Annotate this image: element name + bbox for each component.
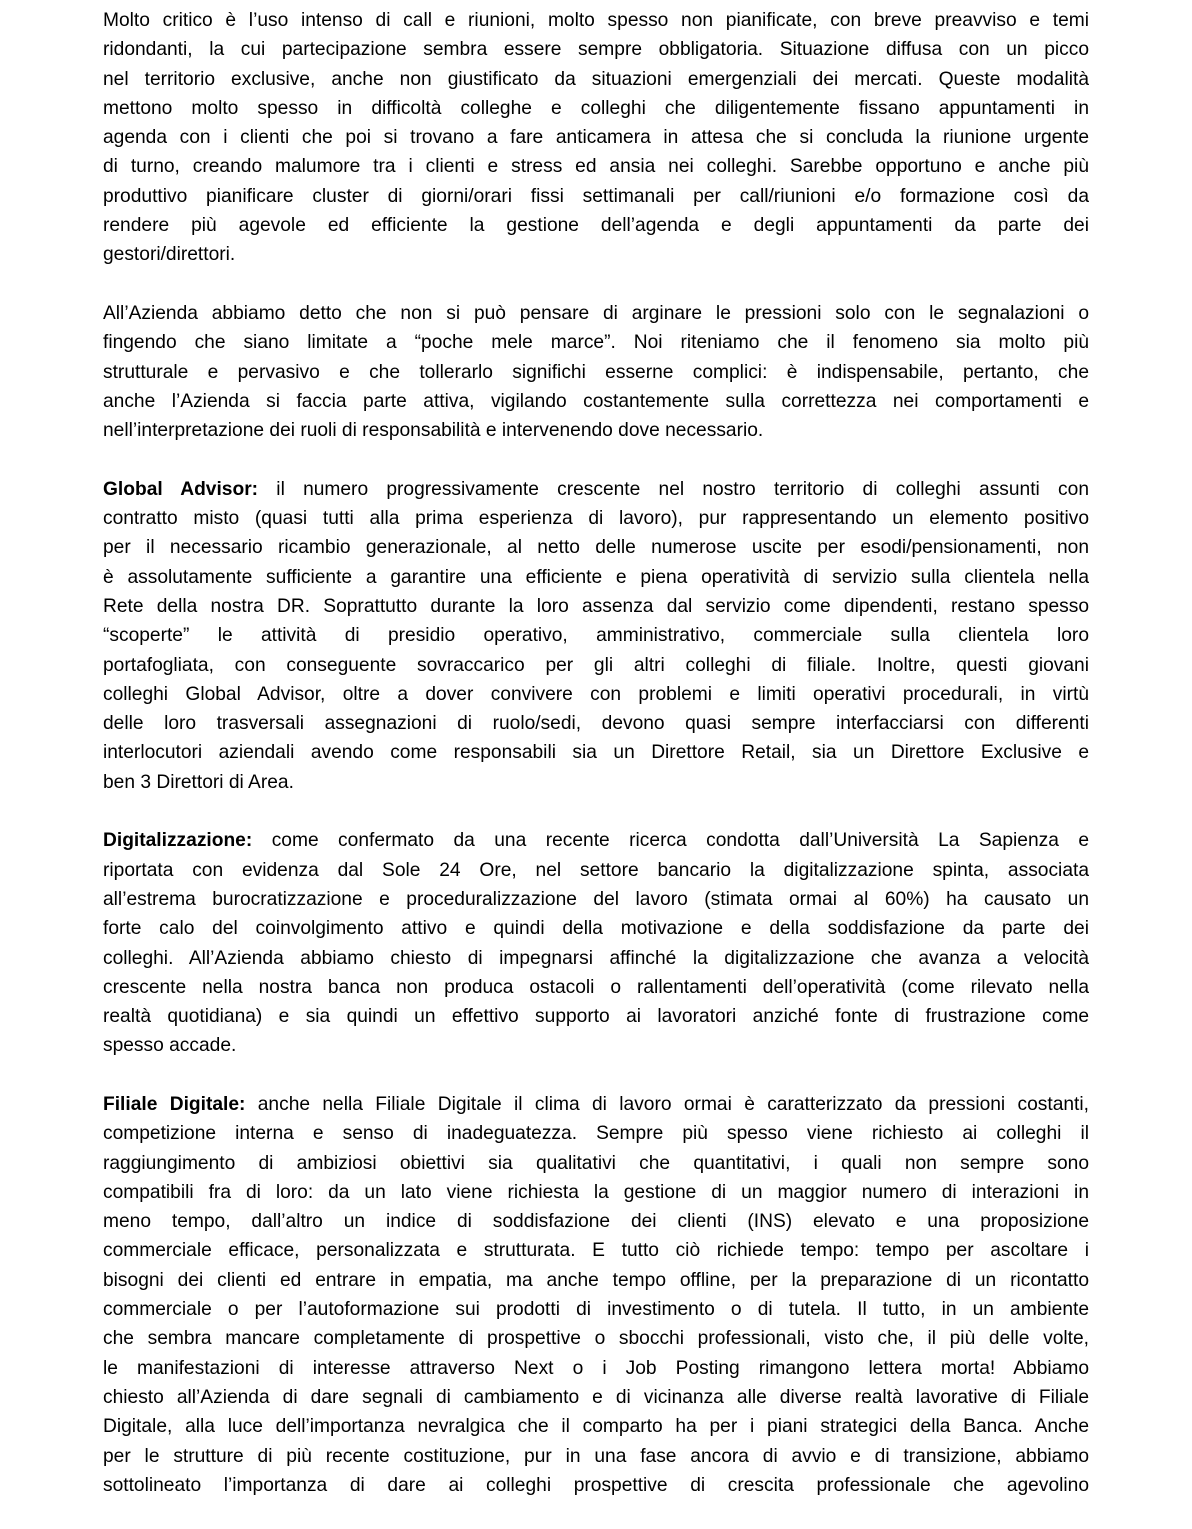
text-line: Digitale, alla luce dell’importanza nevralgica che il comparto ha per i piani strategici della Banca. Anche — [103, 1416, 1089, 1438]
text-line: riportata con evidenza dal Sole 24 Ore, nel settore bancario la digitalizzazione spinta, associata — [103, 859, 1089, 881]
text-line: nel territorio exclusive, anche non giustificato da situazioni emergenziali dei mercati. Queste modalità — [103, 68, 1089, 90]
text-line: colleghi. All’Azienda abbiamo chiesto di impegnarsi affinché la digitalizzazione che avanza a velocità — [103, 947, 1089, 969]
text-line: meno tempo, dall’altro un indice di soddisfazione dei clienti (INS) elevato e una proposizione — [103, 1211, 1089, 1233]
text-line: per le strutture di più recente costituzione, pur in una fase ancora di avvio e di transizione, abbiamo — [103, 1445, 1089, 1467]
text-line: all’estrema burocratizzazione e proceduralizzazione del lavoro (stimata ormai al 60%) ha causato un — [103, 888, 1089, 910]
text-line: forte calo del coinvolgimento attivo e quindi della motivazione e della soddisfazione da parte dei — [103, 918, 1089, 940]
section-heading-global-advisor: Global Advisor: — [103, 478, 259, 500]
document-page — [103, 6, 1089, 1529]
text-line: competizione interna e senso di inadeguatezza. Sempre più spesso viene richiesto ai colleghi il — [103, 1123, 1089, 1145]
text-fragment: il numero progressivamente crescente nel nostro territorio di colleghi assunti con — [258, 478, 1089, 500]
text-line: delle loro trasversali assegnazioni di ruolo/sedi, devono quasi sempre interfacciarsi con differenti — [103, 713, 1089, 735]
paragraph-filiale-digitale — [103, 1090, 1089, 1500]
text-line: le manifestazioni di interesse attraverso Next o i Job Posting rimangono lettera morta! Abbiamo — [103, 1357, 1089, 1379]
text-line: è assolutamente sufficiente a garantire una efficiente e piena operatività di servizio sulla clientela nella — [103, 566, 1089, 588]
text-fragment: anche nella Filiale Digitale il clima di lavoro ormai è caratterizzato da pressioni costanti, — [245, 1093, 1089, 1115]
text-line: strutturale e pervasivo e che tollerarlo significhi esserne complici: è indispensabile, pertanto, che — [103, 361, 1089, 383]
text-line: anche l’Azienda si faccia parte attiva, vigilando costantemente sulla correttezza nei comportamenti e — [103, 390, 1089, 412]
text-line: contratto misto (quasi tutti alla prima esperienza di lavoro), pur rappresentando un elemento positivo — [103, 508, 1089, 530]
text-line: “scoperte” le attività di presidio operativo, amministrativo, commerciale sulla clientela loro — [103, 625, 1089, 647]
text-line: rendere più agevole ed efficiente la gestione dell’agenda e degli appuntamenti da parte dei — [103, 215, 1089, 237]
text-line: bisogni dei clienti ed entrare in empatia, ma anche tempo offline, per la preparazione di un ricontatto — [103, 1269, 1089, 1291]
text-line: All’Azienda abbiamo detto che non si può pensare di arginare le pressioni solo con le segnalazioni o — [103, 302, 1089, 324]
text-line: Molto critico è l’uso intenso di call e riunioni, molto spesso non pianificate, con breve preavviso e temi — [103, 10, 1089, 31]
text-line: Rete della nostra DR. Soprattutto durante la loro assenza dal servizio come dipendenti, restano spesso — [103, 595, 1089, 617]
section-heading-digitalizzazione: Digitalizzazione: — [103, 830, 253, 852]
paragraph-digitalizzazione — [103, 826, 1089, 1060]
paragraph-pressures — [103, 299, 1089, 445]
text-line — [103, 826, 1089, 855]
text-line: sottolineato l’importanza di dare ai colleghi prospettive di crescita professionale che agevolino — [103, 1474, 1089, 1496]
paragraph-global-advisor — [103, 475, 1089, 797]
text-line: gestori/direttori. — [103, 244, 236, 266]
text-line: interlocutori aziendali avendo come responsabili sia un Direttore Retail, sia un Direttore Exclusive e — [103, 742, 1089, 764]
text-line: mettono molto spesso in difficoltà colleghe e colleghi che diligentemente fissano appuntamenti in — [103, 97, 1089, 119]
text-line: di turno, creando malumore tra i clienti e stress ed ansia nei colleghi. Sarebbe opportuno e anche più — [103, 156, 1089, 178]
text-line: commerciale efficace, personalizzata e strutturata. E tutto ciò richiede tempo: tempo per ascoltare i — [103, 1240, 1089, 1262]
text-line: fingendo che siano limitate a “poche mele marce”. Noi riteniamo che il fenomeno sia molto più — [103, 332, 1089, 354]
text-line: raggiungimento di ambiziosi obiettivi sia qualitativi che quantitativi, i quali non sempre sono — [103, 1152, 1089, 1174]
text-line: ridondanti, la cui partecipazione sembra essere sempre obbligatoria. Situazione diffusa con un picco — [103, 39, 1089, 61]
text-line: crescente nella nostra banca non produca ostacoli o rallentamenti dell’operatività (come rilevato nella — [103, 976, 1089, 998]
text-line — [103, 1090, 1089, 1119]
text-line: spesso accade. — [103, 1035, 237, 1057]
text-line: che sembra mancare completamente di prospettive o sbocchi professionali, visto che, il più delle volte, — [103, 1328, 1089, 1350]
text-line: portafogliata, con conseguente sovraccarico per gli altri colleghi di filiale. Inoltre, questi giovani — [103, 654, 1089, 676]
text-fragment: come confermato da una recente ricerca condotta dall’Università La Sapienza e — [252, 830, 1089, 852]
text-line — [103, 475, 1089, 504]
text-line: per il necessario ricambio generazionale, al netto delle numerose uscite per esodi/pensionamenti, non — [103, 537, 1089, 559]
text-line: produttivo pianificare cluster di giorni/orari fissi settimanali per call/riunioni e/o formazione così da — [103, 185, 1089, 207]
text-line: commerciale o per l’autoformazione sui prodotti di investimento o di tutela. Il tutto, in un ambiente — [103, 1299, 1089, 1321]
text-line: compatibili fra di loro: da un lato viene richiesta la gestione di un maggior numero di interazioni in — [103, 1181, 1089, 1203]
section-heading-filiale-digitale: Filiale Digitale: — [103, 1093, 246, 1115]
text-line: agenda con i clienti che poi si trovano a fare anticamera in attesa che si concluda la riunione urgente — [103, 127, 1089, 149]
text-line: colleghi Global Advisor, oltre a dover convivere con problemi e limiti operativi procedurali, in virtù — [103, 683, 1089, 705]
text-line: chiesto all’Azienda di dare segnali di cambiamento e di vicinanza alle diverse realtà lavorative di Filiale — [103, 1386, 1089, 1408]
paragraph-meetings — [103, 6, 1089, 270]
text-line: realtà quotidiana) e sia quindi un effettivo supporto ai lavoratori anziché fonte di frustrazione come — [103, 1006, 1089, 1028]
text-line: ben 3 Direttori di Area. — [103, 771, 294, 793]
text-line: nell’interpretazione dei ruoli di responsabilità e intervenendo dove necessario. — [103, 420, 764, 442]
